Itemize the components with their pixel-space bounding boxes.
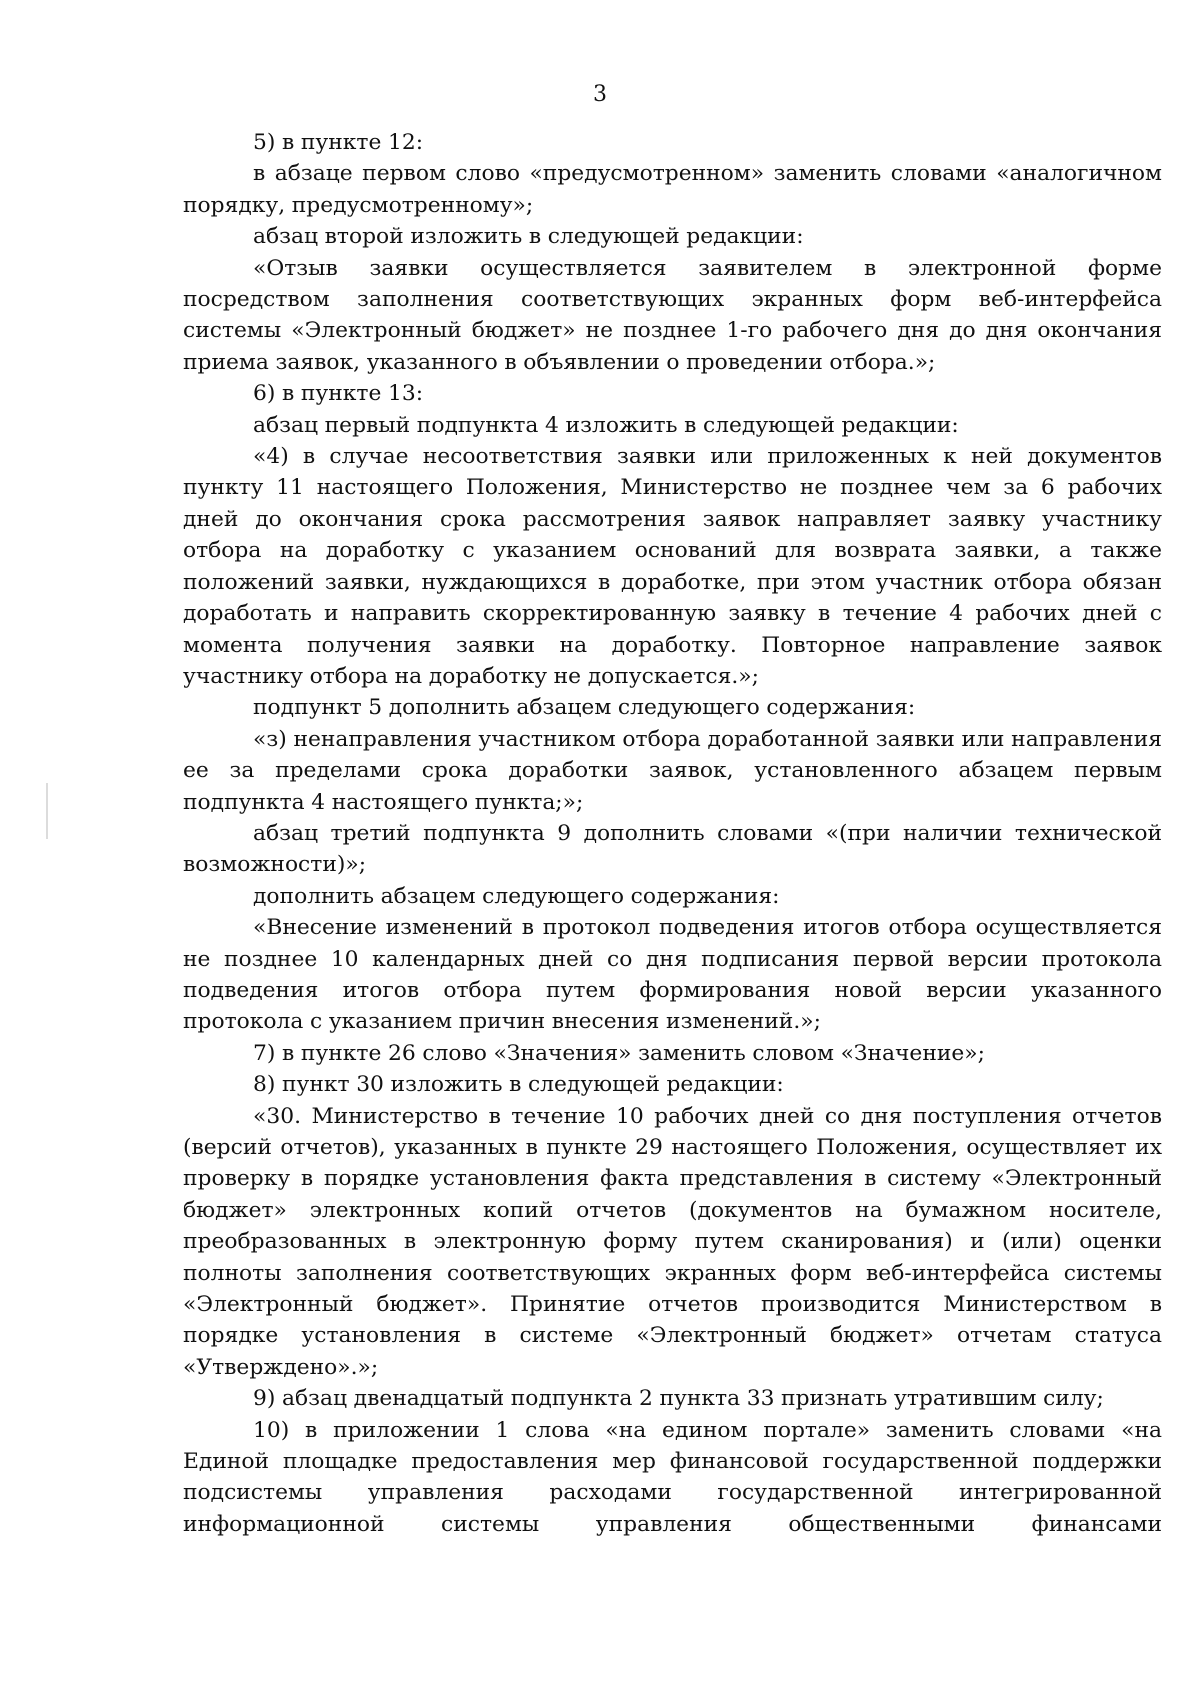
paragraph: «Внесение изменений в протокол подведения итогов отбора осуществляется не позднее 10 календарных дней со дня подписания первой версии протокола подведения итогов отбора путем формирования новой версии указанного протокола с указанием причин внесения изменений.»; — [183, 915, 1162, 1035]
paragraph: в абзаце первом слово «предусмотренном» заменить словами «аналогичном порядку, предусмотренному»; — [183, 161, 1162, 218]
paragraph: «4) в случае несоответствия заявки или приложенных к ней документов пункту 11 настоящего Положения, Министерство не позднее чем за 6 рабочих дней до окончания срока рассмотрения заявок направляет заявку участнику отбора на доработку с указанием оснований для возврата заявки, а также положений заявки, нуждающихся в доработке, при этом участник отбора обязан доработать и направить скорректированную заявку в течение 4 рабочих дней с момента получения заявки на доработку. Повторное направление заявок участнику отбора на доработку не допускается.»; — [183, 444, 1162, 689]
paragraph: 10) в приложении 1 слова «на едином портале» заменить словами «на Единой площадке предоставления мер финансовой государственной поддержки подсистемы управления расходами государственной интегрированной информационной системы управления общественными финансами — [183, 1417, 1162, 1537]
paragraph: 8) пункт 30 изложить в следующей редакции: — [253, 1072, 784, 1098]
paragraph: подпункт 5 дополнить абзацем следующего содержания: — [253, 695, 916, 721]
scan-artifact — [46, 783, 48, 839]
paragraph: «Отзыв заявки осуществляется заявителем в электронной форме посредством заполнения соответствующих экранных форм веб-интерфейса системы «Электронный бюджет» не позднее 1-го рабочего дня до дня окончания приема заявок, указанного в объявлении о проведении отбора.»; — [183, 255, 1162, 375]
paragraph: 9) абзац двенадцатый подпункта 2 пункта 33 признать утратившим силу; — [253, 1386, 1104, 1412]
page-number: 3 — [593, 82, 607, 107]
paragraph: 6) в пункте 13: — [253, 381, 424, 407]
paragraph: «30. Министерство в течение 10 рабочих дней со дня поступления отчетов (версий отчетов), указанных в пункте 29 настоящего Положения, осуществляет их проверку в порядке установления факта представления в систему «Электронный бюджет» электронных копий отчетов (документов на бумажном носителе, преобразованных в электронную форму путем сканирования) и (или) оценки полноты заполнения соответствующих экранных форм веб-интерфейса системы «Электронный бюджет». Принятие отчетов производится Министерством в порядке установления в системе «Электронный бюджет» отчетам статуса «Утверждено».»; — [183, 1103, 1162, 1380]
paragraph: абзац третий подпункта 9 дополнить словами «(при наличии технической возможности)»; — [183, 820, 1162, 878]
document-body — [183, 127, 1162, 1540]
paragraph: абзац первый подпункта 4 изложить в следующей редакции: — [253, 412, 959, 438]
paragraph: 7) в пункте 26 слово «Значения» заменить словом «Значение»; — [253, 1040, 985, 1066]
paragraph: дополнить абзацем следующего содержания: — [253, 883, 780, 909]
paragraph: абзац второй изложить в следующей редакции: — [253, 224, 804, 250]
paragraph: 5) в пункте 12: — [253, 130, 424, 155]
paragraph: «з) ненаправления участником отбора доработанной заявки или направления ее за пределами срока доработки заявок, установленного абзацем первым подпункта 4 настоящего пункта;»; — [183, 726, 1162, 815]
